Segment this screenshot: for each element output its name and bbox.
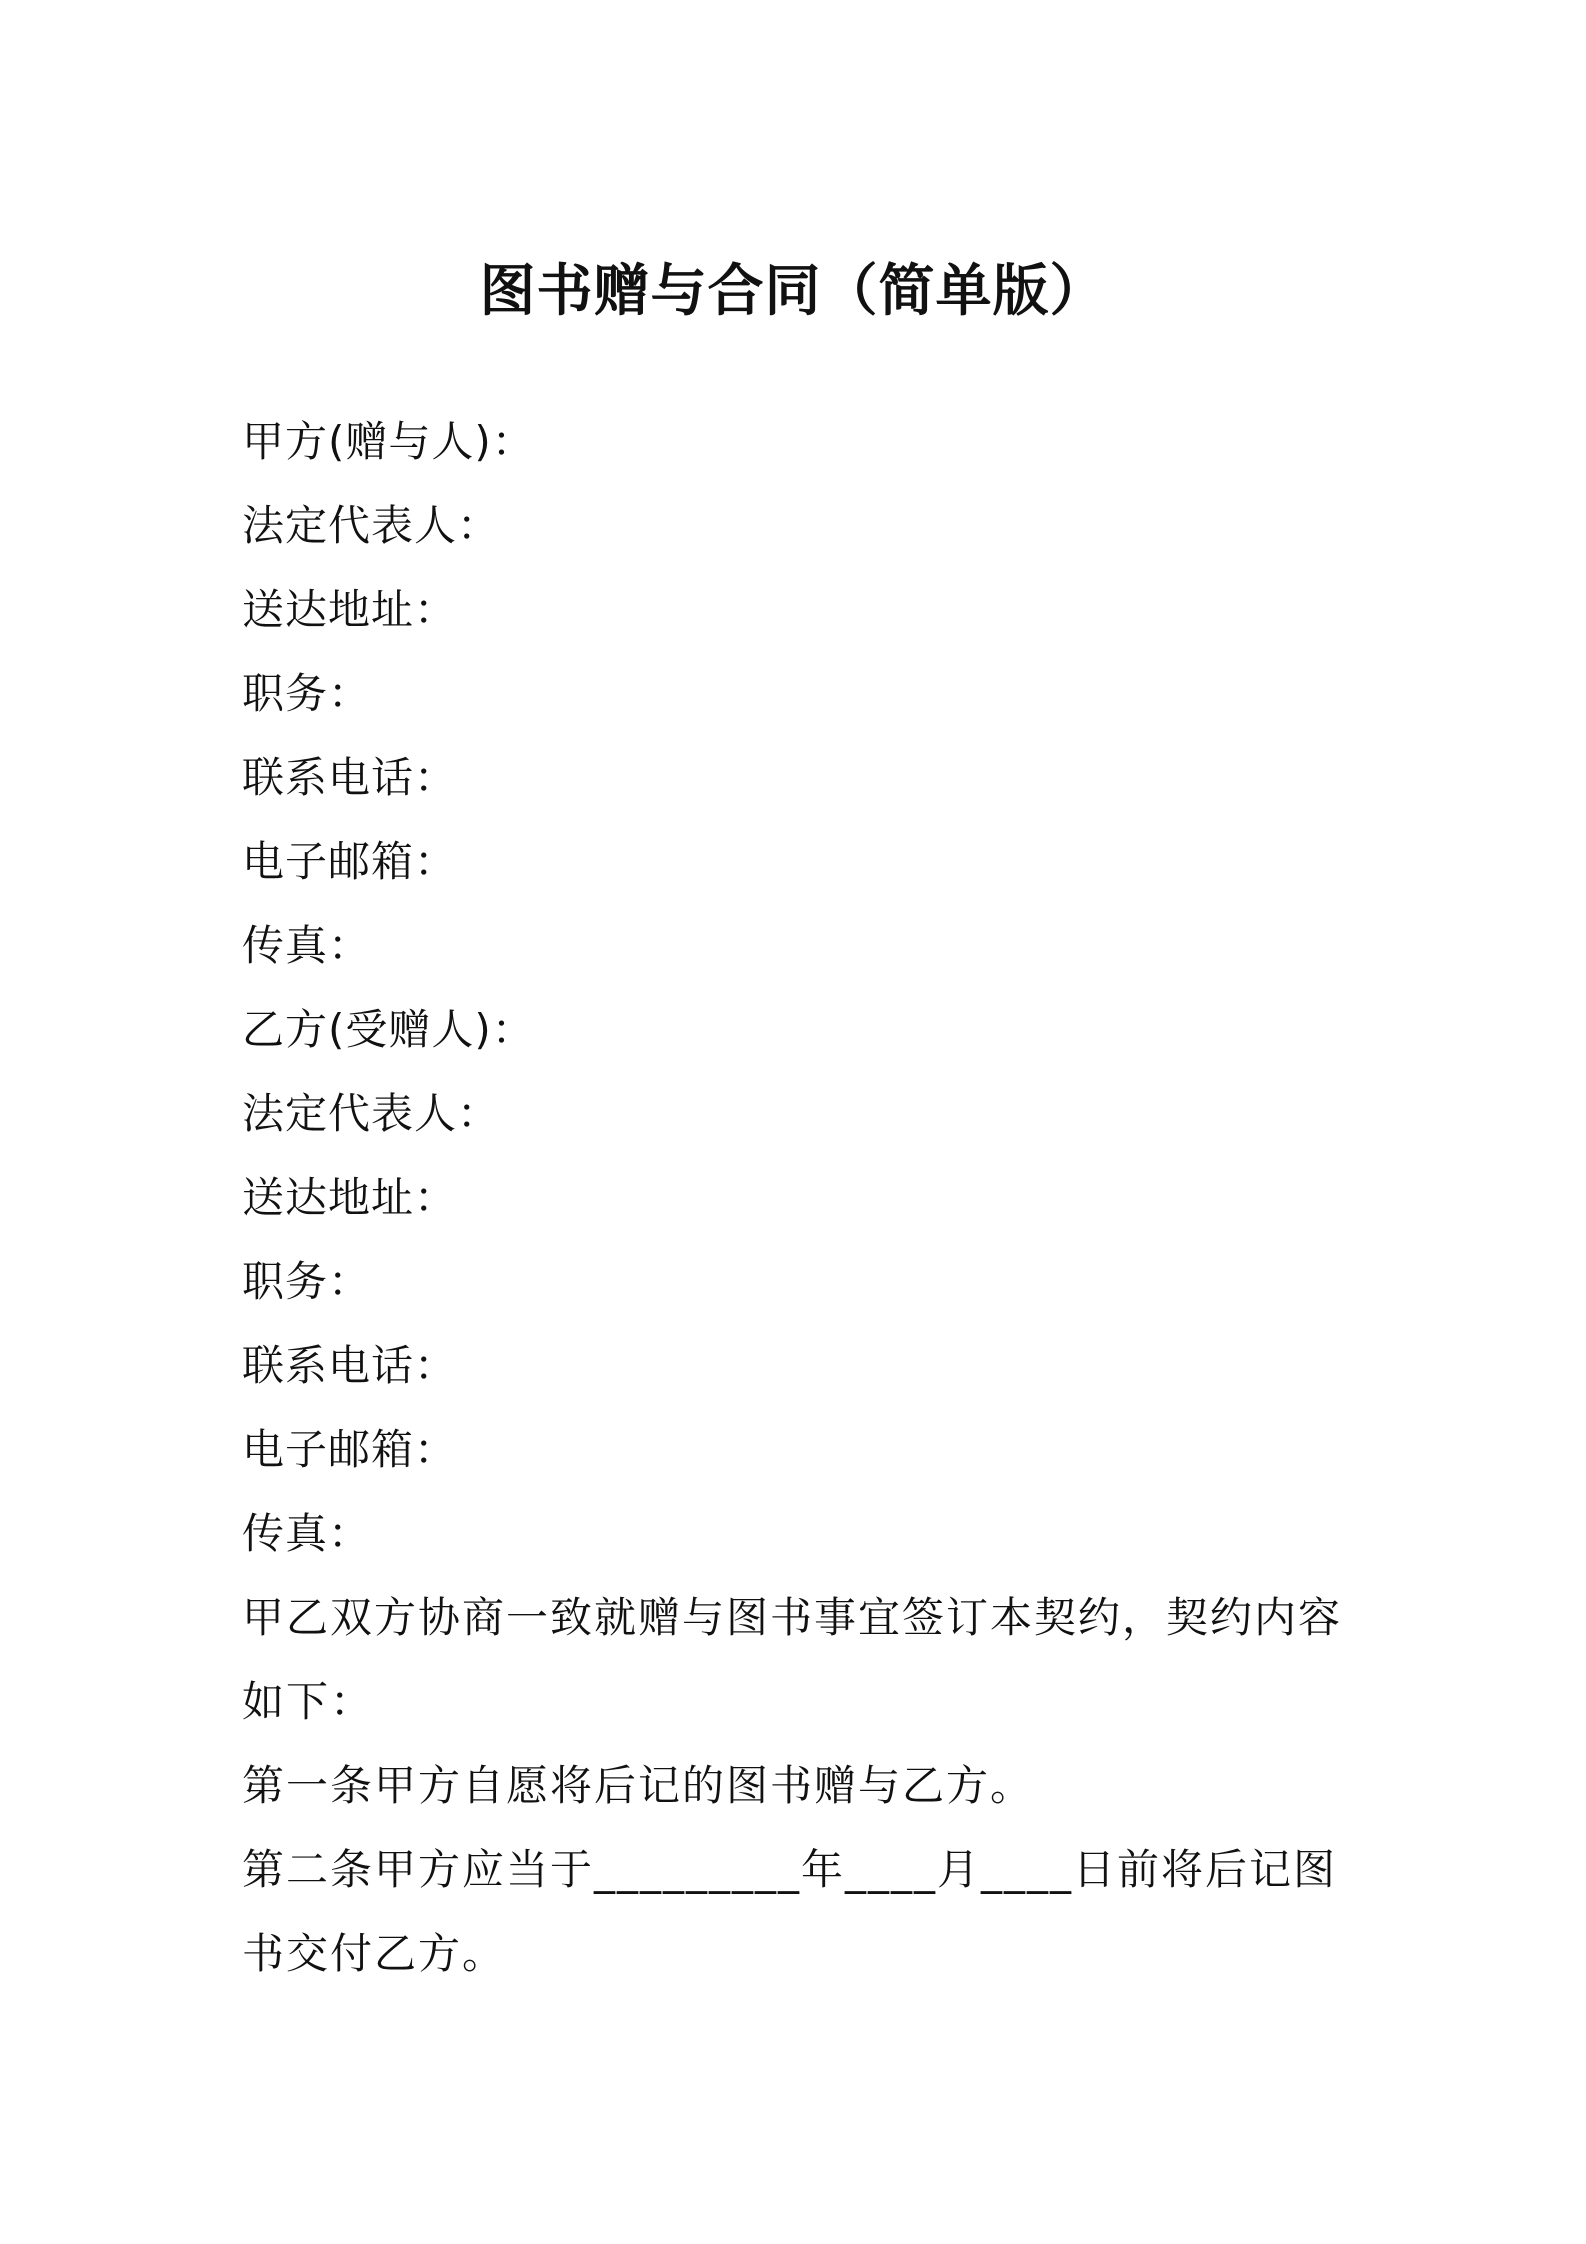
party-a-position-label: 职务： bbox=[242, 669, 372, 718]
party-a-fax-label: 传真： bbox=[242, 921, 372, 970]
document-body bbox=[242, 400, 1362, 1996]
party-b-fax-label: 传真： bbox=[242, 1509, 372, 1558]
party-b-address-label: 送达地址： bbox=[242, 1173, 458, 1222]
document-title: 图书赠与合同（简单版） bbox=[479, 259, 1107, 324]
party-b-legal-rep-label: 法定代表人： bbox=[242, 1089, 501, 1138]
party-a-phone-label: 联系电话： bbox=[242, 753, 458, 802]
party-b-phone-label: 联系电话： bbox=[242, 1341, 458, 1390]
party-a-heading: 甲方(赠与人)： bbox=[242, 417, 535, 466]
contract-intro-paragraph: 甲乙双方协商一致就赠与图书事宜签订本契约，契约内容如下： bbox=[242, 1593, 1343, 1726]
party-b-email-label: 电子邮箱： bbox=[242, 1425, 458, 1474]
party-a-address-label: 送达地址： bbox=[242, 585, 458, 634]
party-a-email-label: 电子邮箱： bbox=[242, 837, 458, 886]
party-a-legal-rep-label: 法定代表人： bbox=[242, 501, 501, 550]
party-b-heading: 乙方(受赠人)： bbox=[242, 1005, 535, 1054]
article-1-paragraph: 第一条甲方自愿将后记的图书赠与乙方。 bbox=[242, 1761, 1035, 1810]
party-b-position-label: 职务： bbox=[242, 1257, 372, 1306]
article-2-paragraph: 第二条甲方应当于_________年____月____日前将后记图书交付乙方。 bbox=[242, 1845, 1338, 1978]
